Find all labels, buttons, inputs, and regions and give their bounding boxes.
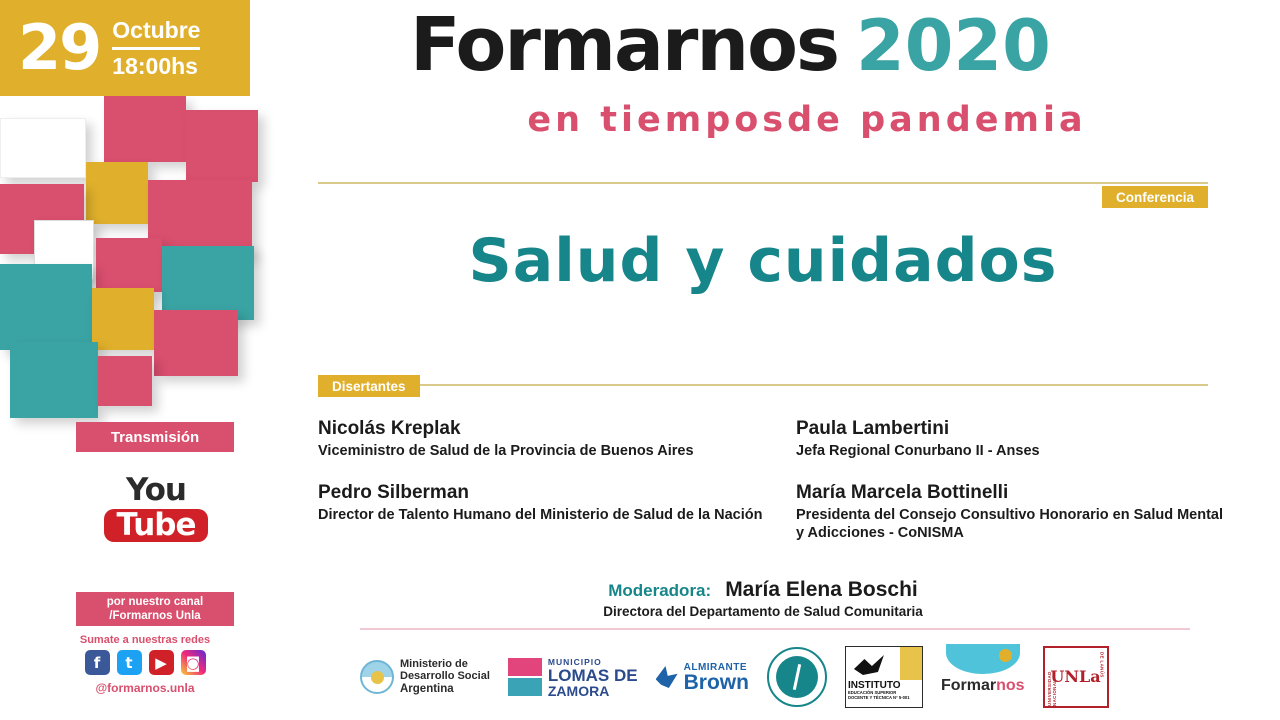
channel-line-1: por nuestro canal [106,595,204,608]
channel-box[interactable] [76,592,234,626]
social-prompt: Sumate a nuestras redes [79,634,211,646]
lomas-mark-icon [508,658,542,696]
twitter-icon[interactable]: t [117,650,142,675]
brown-line-2: Brown [683,670,749,694]
speaker-card [318,482,796,542]
moderator-label: Moderadora: [608,581,712,600]
event-year: 2020 [856,5,1051,87]
instagram-icon[interactable]: ◙ [181,650,206,675]
event-subtitle: en tiemposde pandemia [527,100,1087,140]
brown-line-1: ALMIRANTE [683,661,747,673]
logo-unaj [767,644,827,710]
formarnos-word-b: nos [996,677,1025,694]
mosaic-tile [96,238,162,292]
ministerio-line-2: Desarrollo Social [400,669,490,682]
mosaic-tile [98,356,152,406]
lomas-line-2: LOMAS DE [547,665,638,685]
conference-tag: Conferencia [1102,186,1208,208]
lomas-mark-bottom [508,678,542,696]
logo-lomas-de-zamora [508,644,638,710]
youtube-word-tube: Tube [104,509,208,542]
speakers-tag: Disertantes [318,375,420,397]
main-content [300,0,1280,720]
brown-bird-icon [656,666,678,688]
unla-wordmark: UNLa [1050,667,1101,686]
logo-ministerio-desarrollo-social [360,644,490,710]
moderator-block [318,578,1208,619]
instituto-mark [845,646,923,708]
formarnos-word-a: Formar [940,677,997,694]
instituto-top-right [900,647,922,680]
mosaic-tile [104,96,186,162]
logo-almirante-brown [656,644,749,710]
channel-line-2: /Formarnos Unla [109,610,201,622]
instituto-line-3: DOCENTE Y TÉCNICA N° 5-001 [847,694,910,700]
logo-instituto [845,644,923,710]
social-handle: @formarnos.unla [95,681,195,695]
mosaic-tile [86,162,148,224]
facebook-icon[interactable]: f [85,650,110,675]
lomas-text [548,657,638,698]
speaker-name: María Marcela Bottinelli [796,481,1009,503]
speaker-card [796,482,1228,542]
youtube-icon[interactable]: ▶ [149,650,174,675]
moderator-line [318,578,1208,602]
logo-formarnos [941,644,1025,710]
instituto-line-2: EDUCACIÓN SUPERIOR [847,690,897,696]
instituto-top [846,647,922,680]
event-title: Formarnos [410,2,838,88]
mosaic-tile [154,310,238,376]
mosaic-tile [10,342,98,418]
divider-mid [318,384,1208,386]
lomas-mark-top [508,658,542,676]
speaker-role: Director de Talento Humano del Ministerio de Salud de la Nación [318,506,763,523]
left-column [0,0,290,720]
speakers-grid [318,418,1228,542]
social-icons-row [0,650,290,675]
formarnos-wordmark [941,677,1025,695]
divider-bottom [360,628,1190,630]
date-details [112,16,201,79]
mosaic-tile [162,246,254,320]
brown-text [684,662,749,693]
speaker-role: Jefa Regional Conurbano II - Anses [796,442,1040,459]
event-day: 29 [18,11,101,84]
speaker-name: Paula Lambertini [796,418,950,439]
sponsor-logos [360,640,1220,714]
mosaic-tile [92,288,154,350]
mosaic-tile [0,118,86,178]
youtube-word-you: You [126,472,186,508]
ministerio-line-1: Ministerio de [400,658,468,671]
speaker-card [318,418,796,460]
mosaic-tile [148,180,252,256]
ministerio-text [400,659,490,694]
event-time: 18:00hs [112,52,198,79]
event-title-row [410,2,1051,88]
moderator-role: Directora del Departamento de Salud Comunitaria [603,604,923,619]
transmission-badge: Transmisión [76,422,234,452]
instituto-top-left [846,647,900,680]
unaj-seal-icon [767,647,827,707]
unla-side-left-text: UNIVERSIDAD NACIONAL [1046,671,1057,706]
unla-mark [1043,646,1109,708]
mosaic-tile [0,264,92,350]
ministerio-line-3: Argentina [400,682,454,695]
argentina-sun-icon [360,660,394,694]
instituto-bird-icon [854,655,884,675]
unla-side-right-text: DE LANÚS [1099,652,1105,678]
speaker-name: Nicolás Kreplak [318,418,461,439]
event-month: Octubre [112,16,201,43]
speaker-name: Pedro Silberman [318,481,469,503]
lomas-line-1: MUNICIPIO [547,656,602,667]
speaker-card [796,418,1228,460]
conference-title: Salud y cuidados [468,226,1058,296]
moderator-name: María Elena Boschi [725,578,918,601]
speaker-role: Presidenta del Consejo Consultivo Honorario en Salud Mental y Adicciones - CoNISMA [796,506,1224,541]
instituto-line-1: INSTITUTO [847,680,901,692]
youtube-logo[interactable] [104,472,208,544]
logo-unla [1043,644,1109,710]
date-badge [0,0,250,96]
instituto-text [846,680,922,707]
unaj-seal-inner [776,656,818,698]
date-divider [112,47,200,50]
lomas-line-3: ZAMORA [547,682,610,699]
decorative-mosaic [0,88,275,428]
speaker-role: Viceministro de Salud de la Provincia de Buenos Aires [318,442,694,459]
formarnos-swoosh-icon [946,644,1020,674]
mosaic-tile [186,110,258,182]
divider-top [318,182,1208,184]
